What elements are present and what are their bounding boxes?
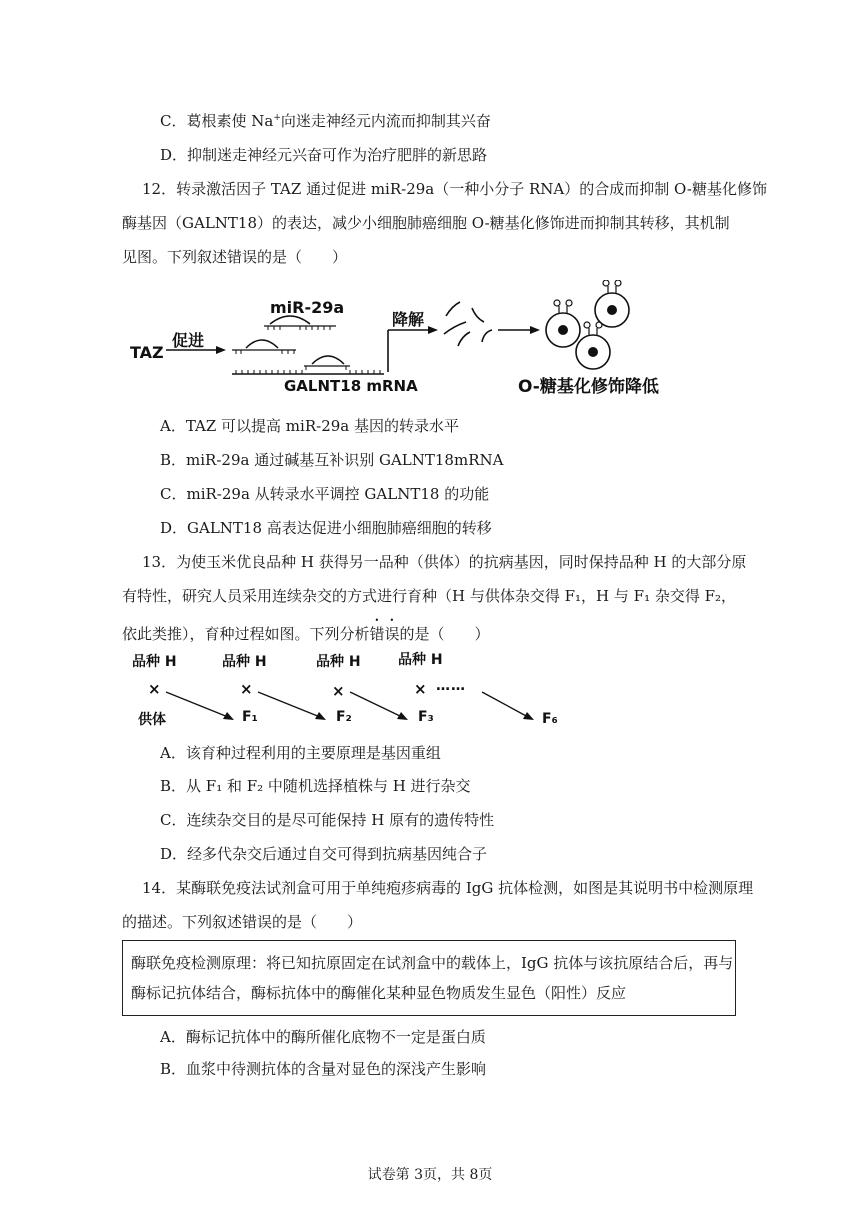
q14-stem-line1: 14．某酶联免疫法试剂盒可用于单纯疱疹病毒的 IgG 抗体检测，如图是其说明书中检测原理 bbox=[142, 879, 754, 897]
q13-option-a: A．该育种过程利用的主要原理是基因重组 bbox=[160, 744, 441, 762]
q11-option-d: D．抑制迷走神经元兴奋可作为治疗肥胖的新思路 bbox=[160, 146, 488, 164]
breed-h-1: 品种 H bbox=[132, 654, 177, 670]
principle-box bbox=[122, 940, 736, 1016]
q12-option-a: A．TAZ 可以提高 miR-29a 基因的转录水平 bbox=[160, 417, 459, 435]
mir-29a-label: miR-29a bbox=[270, 298, 345, 317]
q14-option-b: B．血浆中待测抗体的含量对显色的深浅产生影响 bbox=[160, 1060, 487, 1078]
q12-stem-line1: 12．转录激活因子 TAZ 通过促进 miR-29a（一种小分子 RNA）的合成而抑制 O-糖基化修饰 bbox=[142, 180, 767, 198]
q13-stem-line2: 有特性，研究人员采用连续杂交的方式进行育种（H 与供体杂交得 F₁，H 与 F₁ 杂交得 F₂， bbox=[122, 587, 737, 605]
cross-1: × bbox=[148, 680, 161, 698]
f3-label: F₃ bbox=[418, 709, 434, 725]
degrade-label: 降解 bbox=[392, 310, 425, 329]
q13-option-d: D．经多代杂交后通过自交可得到抗病基因纯合子 bbox=[160, 845, 488, 863]
donor-label: 供体 bbox=[138, 712, 166, 728]
cross-2: × bbox=[240, 680, 253, 698]
breed-h-2: 品种 H bbox=[222, 654, 267, 670]
f1-label: F₁ bbox=[242, 709, 258, 725]
q12-option-d: D．GALNT18 高表达促进小细胞肺癌细胞的转移 bbox=[160, 519, 492, 537]
promote-label: 促进 bbox=[172, 331, 205, 350]
mrna-label: GALNT18 mRNA bbox=[284, 377, 418, 395]
q13-option-c: C．连续杂交目的是尽可能保持 H 原有的遗传特性 bbox=[160, 811, 495, 829]
q12-stem-line3: 见图。下列叙述错误的是（ ） bbox=[122, 248, 348, 266]
principle-line2: 酶标记抗体结合，酶标抗体中的酶催化某种显色物质发生显色（阳性）反应 bbox=[131, 984, 627, 1002]
breed-h-3: 品种 H bbox=[316, 654, 361, 670]
taz-label: TAZ bbox=[130, 343, 164, 362]
q13-arrows bbox=[0, 670, 860, 730]
cross-4: × bbox=[414, 680, 427, 698]
q12-option-b: B．miR-29a 通过碱基互补识别 GALNT18mRNA bbox=[160, 451, 504, 469]
emphasized-word: 错误 bbox=[369, 625, 400, 643]
breed-h-4: 品种 H bbox=[398, 652, 443, 668]
cross-3: × bbox=[332, 682, 345, 700]
q12-diagram-graphics bbox=[0, 280, 860, 390]
q13-stem-line3: 依此类推），育种过程如图。下列分析错误的是（ ） bbox=[122, 625, 490, 643]
result-label: O-糖基化修饰降低 bbox=[518, 377, 659, 397]
q12-option-c: C．miR-29a 从转录水平调控 GALNT18 的功能 bbox=[160, 485, 490, 503]
q13-stem-line1: 13．为使玉米优良品种 H 获得另一品种（供体）的抗病基因，同时保持品种 H 的大部分原 bbox=[142, 553, 747, 571]
q11-option-c: C．葛根素使 Na+向迷走神经元内流而抑制其兴奋 bbox=[160, 112, 491, 130]
q14-option-a: A．酶标记抗体中的酶所催化底物不一定是蛋白质 bbox=[160, 1028, 486, 1046]
q13-option-b: B．从 F₁ 和 F₂ 中随机选择植株与 H 进行杂交 bbox=[160, 777, 471, 795]
q12-stem-line2: 酶基因（GALNT18）的表达，减少小细胞肺癌细胞 O-糖基化修饰进而抑制其转移，其机制 bbox=[122, 214, 730, 232]
f2-label: F₂ bbox=[336, 709, 352, 725]
f6-label: F₆ bbox=[542, 711, 558, 727]
page-footer: 试卷第 3页，共 8页 bbox=[367, 1167, 493, 1183]
q14-stem-line2: 的描述。下列叙述错误的是（ ） bbox=[122, 913, 363, 931]
principle-line1: 酶联免疫检测原理：将已知抗原固定在试剂盒中的载体上，IgG 抗体与该抗原结合后，再与 bbox=[131, 954, 734, 972]
ellipsis-dots: …… bbox=[436, 678, 466, 694]
